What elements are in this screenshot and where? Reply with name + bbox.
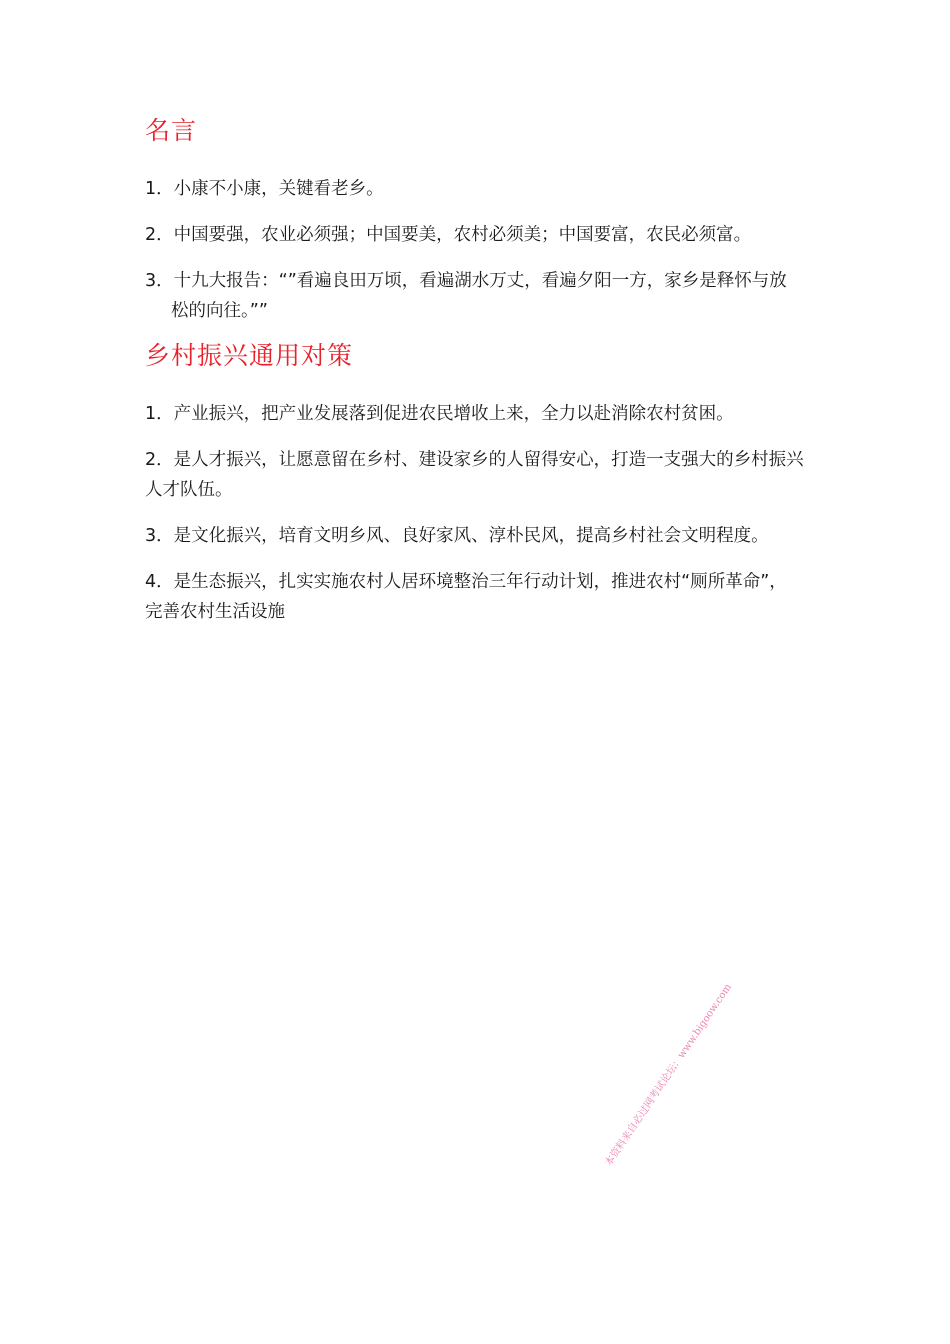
list-item — [145, 445, 825, 505]
item-text: 十九大报告：“”看遍良田万顷，看遍湖水万丈，看遍夕阳一方，家乡是释怀与放 — [173, 271, 787, 291]
item-number: 3． — [145, 271, 174, 291]
item-number: 1． — [145, 404, 174, 424]
list-item — [145, 220, 825, 250]
item-text-continued: 完善农村生活设施 — [145, 602, 285, 622]
list-item — [145, 399, 825, 429]
watermark: 本资料来自必过网考试论坛：www.bigoow.com — [603, 982, 734, 1169]
item-number: 3． — [145, 526, 174, 546]
section-title-strategies: 乡村振兴通用对策 — [145, 341, 354, 370]
item-number: 1． — [145, 179, 174, 199]
list-item — [145, 174, 825, 204]
item-number: 2． — [145, 225, 174, 245]
item-text: 小康不小康，关键看老乡。 — [173, 179, 384, 199]
item-number: 2． — [145, 450, 174, 470]
section-title-quotes: 名言 — [145, 116, 198, 145]
item-text: 中国要强，农业必须强；中国要美，农村必须美；中国要富，农民必须富。 — [173, 225, 752, 245]
item-text: 是人才振兴，让愿意留在乡村、建设家乡的人留得安心，打造一支强大的乡村振兴 — [173, 450, 804, 470]
list-item — [145, 266, 825, 326]
list-item — [145, 567, 825, 627]
item-text-continued: 松的向往。”” — [171, 301, 268, 321]
item-text: 是生态振兴，扎实实施农村人居环境整治三年行动计划，推进农村“厕所革命”， — [173, 572, 787, 592]
item-number: 4． — [145, 572, 174, 592]
list-item — [145, 521, 825, 551]
item-text: 是文化振兴，培育文明乡风、良好家风、淳朴民风，提高乡村社会文明程度。 — [173, 526, 769, 546]
item-text-continued: 人才队伍。 — [145, 480, 233, 500]
item-text: 产业振兴，把产业发展落到促进农民增收上来，全力以赴消除农村贫困。 — [173, 404, 734, 424]
